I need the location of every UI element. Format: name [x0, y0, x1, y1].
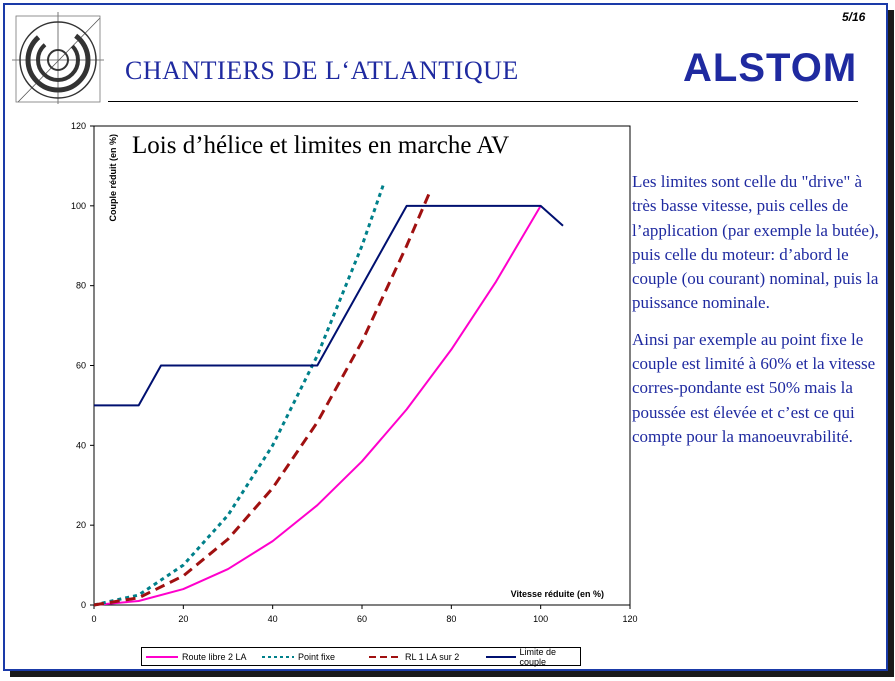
page-title: CHANTIERS DE L‘ATLANTIQUE [125, 56, 519, 85]
x-tick-label: 100 [533, 614, 549, 624]
y-tick-label: 40 [75, 440, 86, 451]
chart [60, 118, 640, 648]
series-1-line [94, 182, 384, 605]
x-tick-label: 0 [91, 614, 97, 624]
y-tick-label: 20 [75, 520, 86, 531]
legend-item [146, 648, 247, 665]
title-divider [108, 101, 858, 102]
y-tick-label: 0 [80, 600, 86, 610]
x-tick-label: 20 [178, 614, 189, 624]
explanation-text [632, 170, 882, 461]
y-tick-label: 60 [75, 360, 86, 371]
legend-item [262, 648, 335, 665]
legend-label: RL 1 LA sur 2 [405, 651, 460, 662]
page-number: 5/16 [842, 10, 866, 24]
series-0-line [94, 206, 541, 605]
legend-label: Point fixe [298, 651, 336, 662]
x-tick-label: 60 [356, 614, 368, 624]
legend-item [486, 648, 580, 665]
x-tick-label: 120 [622, 614, 638, 624]
legend-swatch [146, 654, 178, 660]
legend-swatch [262, 654, 294, 660]
alstom-logo: ALSTOM [683, 46, 858, 90]
chart-title: Lois d’hélice et limites en marche AV [132, 132, 510, 159]
legend-label: Route libre 2 LA [182, 651, 247, 662]
legend-swatch [486, 654, 516, 660]
paragraph-limits: Les limites sont celle du "drive" à très basse vitesse, puis celles de l’application (par exemple la butée), puis celle du moteur: d’abord le couple (ou courant) nominal, puis la puissance nominale. [632, 172, 879, 313]
chart-legend [141, 647, 581, 666]
legend-swatch [369, 654, 401, 660]
x-axis-label: Vitesse réduite (en %) [510, 589, 604, 599]
frame-shadow-bottom [10, 671, 894, 677]
legend-item [369, 648, 459, 665]
legend-label: Limite de couple [519, 646, 557, 667]
x-tick-label: 80 [446, 614, 457, 624]
y-tick-label: 100 [70, 200, 86, 211]
frame-shadow-right [888, 10, 894, 676]
x-tick-label: 40 [267, 614, 278, 624]
series-3-line [94, 206, 563, 406]
y-tick-label: 120 [70, 121, 86, 131]
y-axis-label: Couple réduit (en %) [108, 134, 118, 222]
y-tick-label: 80 [75, 280, 86, 291]
shipyard-emblem-icon [12, 10, 104, 106]
paragraph-example: Ainsi par exemple au point fixe le couple est limité à 60% et la vitesse corres-pondante est 50% mais la poussée est élevée et c’est ce qui compte pour la manoeuvrabilité. [632, 329, 876, 446]
